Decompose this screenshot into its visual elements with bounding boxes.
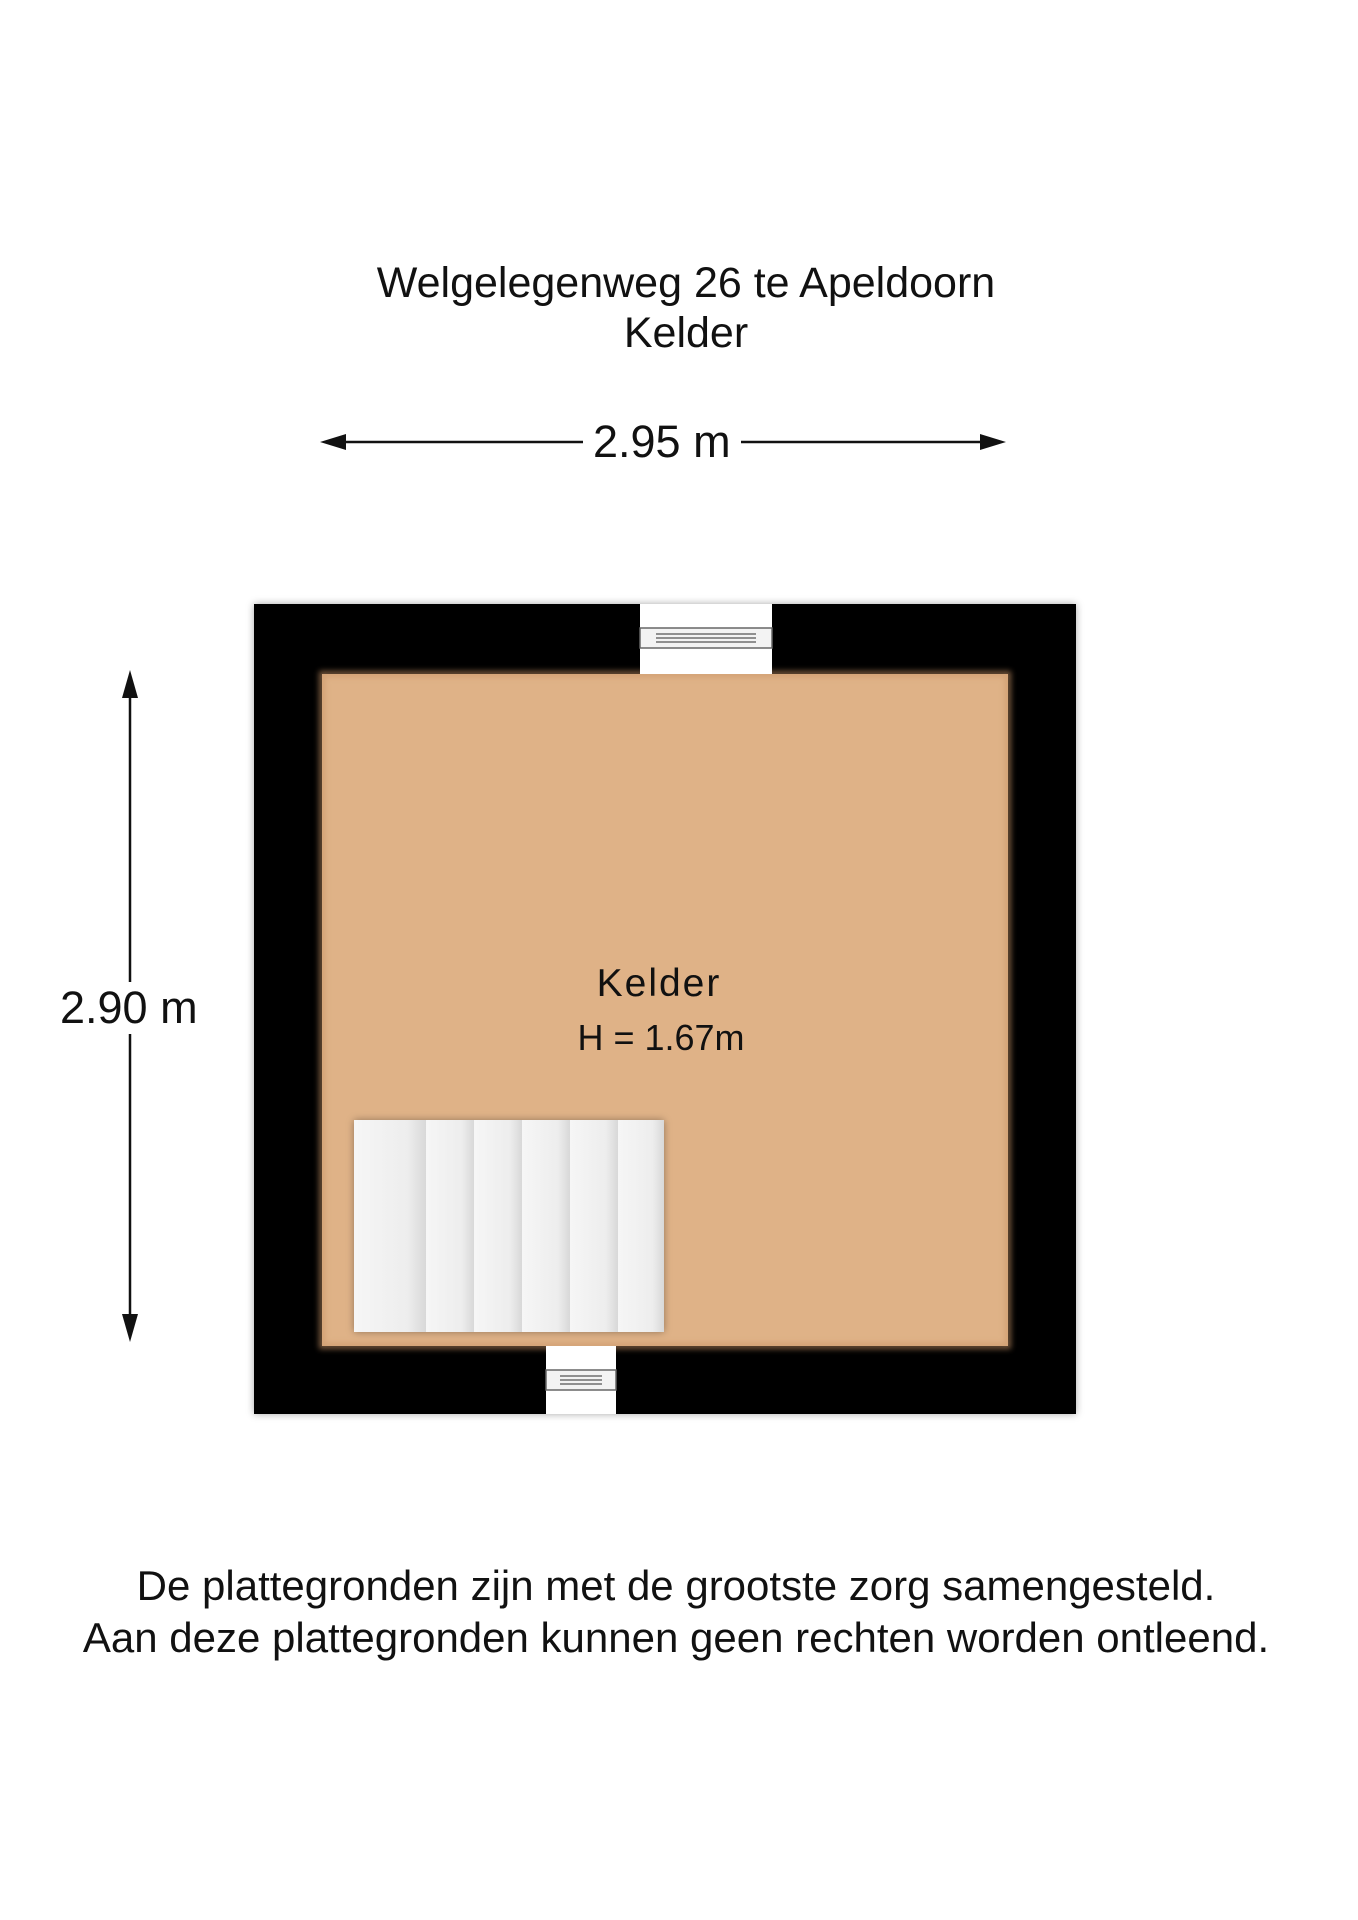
height-dimension-label: 2.90 m bbox=[60, 982, 198, 1033]
disclaimer-line-1: De plattegronden zijn met de grootste zorg samengesteld. bbox=[136, 1562, 1216, 1609]
page-title: Welgelegenweg 26 te Apeldoorn bbox=[376, 259, 996, 307]
width-dimension-label: 2.95 m bbox=[583, 416, 741, 468]
room-name-label: Kelder bbox=[596, 962, 722, 1005]
window-top bbox=[640, 604, 772, 674]
window-bottom bbox=[546, 1346, 616, 1414]
stair-steps bbox=[354, 1120, 664, 1332]
room-height-label: H = 1.67m bbox=[577, 1017, 745, 1058]
floor-title: Kelder bbox=[623, 309, 749, 357]
disclaimer-line-2: Aan deze plattegronden kunnen geen rechten worden ontleend. bbox=[82, 1614, 1270, 1661]
